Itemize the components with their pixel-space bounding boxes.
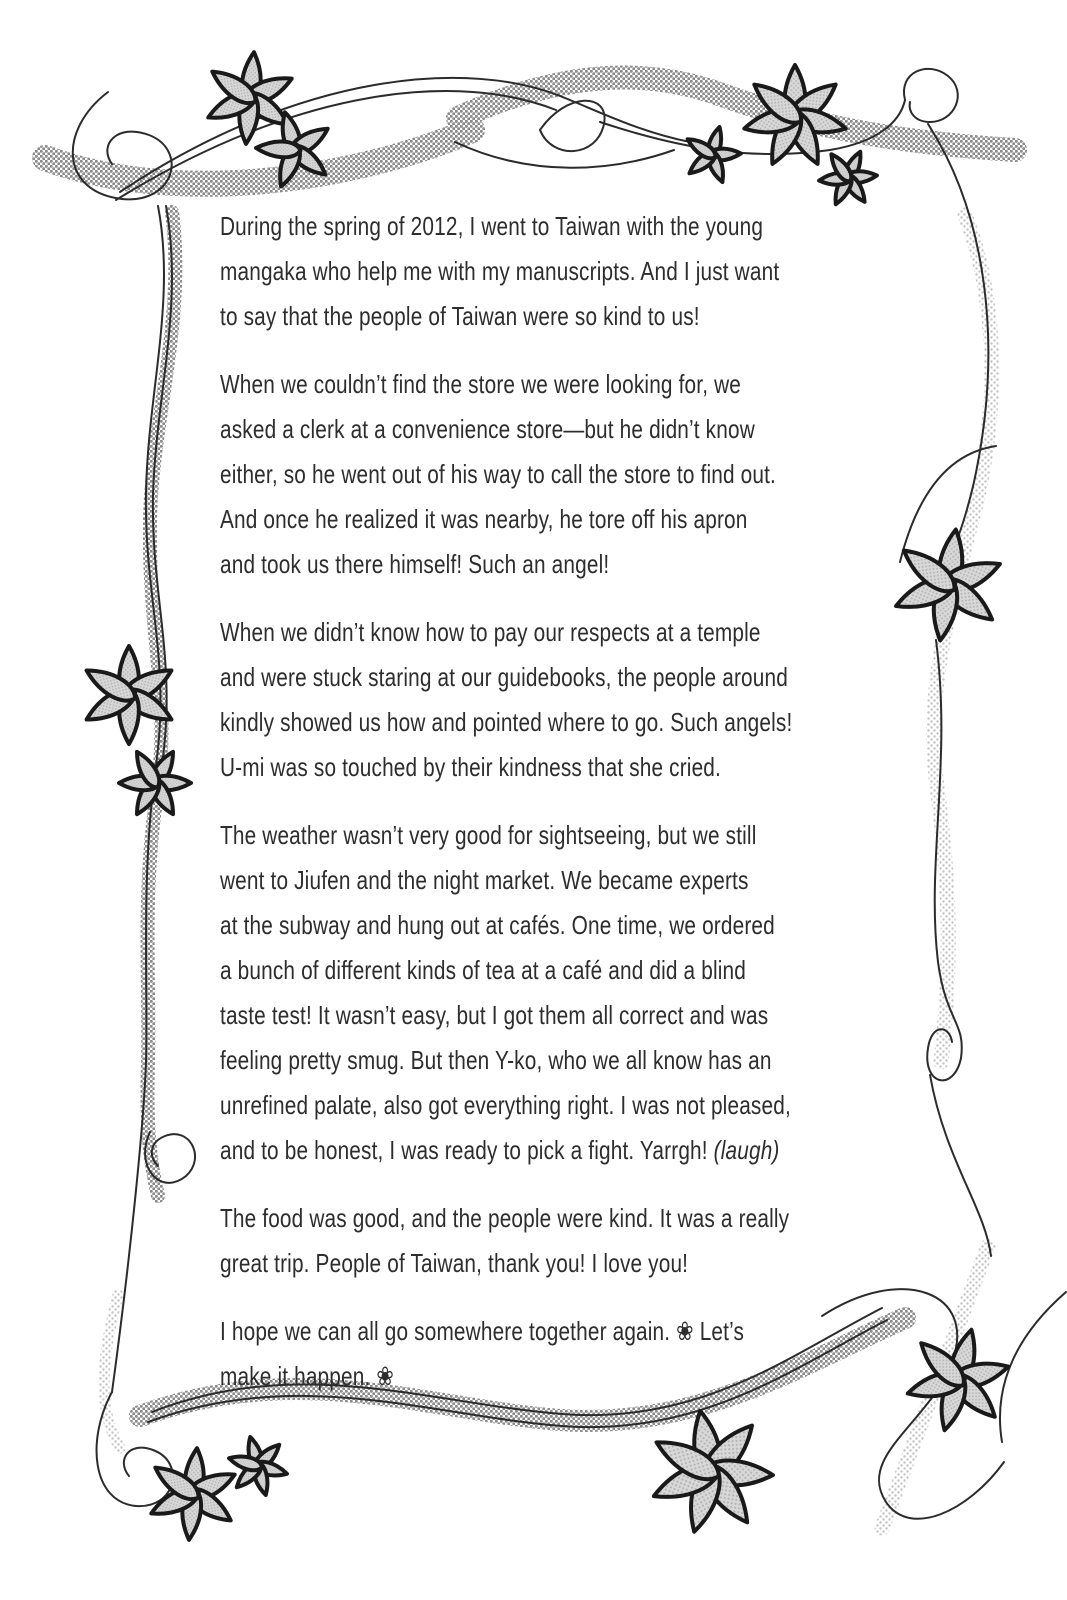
afterword-paragraph — [220, 610, 896, 790]
flower-petal — [819, 172, 853, 187]
flower-petal-texture — [286, 140, 331, 180]
text-line: When we didn’t know how to pay our respects at a temple — [220, 617, 761, 647]
flower-petal-texture — [948, 1356, 1011, 1392]
text-line: taste test! It wasn’t easy, but I got them all correct and was — [220, 1000, 769, 1030]
flower-petal-texture — [897, 542, 961, 599]
flower-petal — [251, 1460, 272, 1496]
flower-petal — [118, 662, 176, 707]
flower-petal-texture — [131, 748, 164, 791]
flower-petal-texture — [914, 1336, 971, 1393]
afterword-paragraph — [220, 1309, 896, 1399]
flower-petal-texture — [705, 149, 728, 184]
flower-petal — [286, 122, 332, 159]
flower-petal-texture — [782, 106, 827, 169]
flower-petal — [763, 106, 808, 169]
text-line: During the spring of 2012, I went to Taiwan with the young — [220, 211, 764, 241]
text-line: went to Jiufen and the night market. We became experts — [220, 865, 749, 895]
flower-petal-texture — [905, 1368, 968, 1404]
flower-petal-texture — [841, 171, 870, 205]
vine-line — [927, 640, 962, 1080]
flower-petal-texture — [119, 776, 160, 790]
flower-petal — [240, 70, 295, 109]
flower-petal — [240, 51, 263, 105]
text-line: and were stuck staring at our guidebooks, the people around — [220, 662, 788, 692]
flower-petal-texture — [183, 1447, 206, 1501]
text-line: asked a clerk at a convenience store—but he didn’t know — [220, 414, 755, 444]
flower-petal-texture — [696, 1417, 762, 1487]
flower-icon — [819, 149, 878, 206]
flower-icon — [649, 1409, 774, 1535]
flower-petal — [239, 87, 293, 132]
flower-petal — [843, 170, 877, 185]
text-line: unrefined palate, also got everything right. I was not pleased, — [220, 1090, 791, 1120]
flower-petal — [119, 688, 139, 744]
flower-petal-texture — [182, 1483, 236, 1528]
flower-petal-texture — [180, 1487, 203, 1541]
vine-line — [930, 1075, 991, 1256]
flower-petal — [180, 1487, 203, 1541]
text-line: When we couldn’t find the store we were looking for, we — [220, 369, 741, 399]
flower-petal — [696, 1458, 758, 1530]
vine-line — [116, 91, 556, 200]
flower-petal — [685, 134, 719, 162]
flower-petal-texture — [146, 775, 179, 818]
vine-line — [904, 69, 958, 122]
flower-petal-texture — [207, 64, 261, 109]
flower-petal — [935, 571, 999, 628]
flower-petal — [945, 1367, 1002, 1424]
vine-ribbon — [458, 78, 1015, 150]
flower-petal-texture — [748, 76, 808, 129]
flower-petal-texture — [936, 554, 1004, 599]
flower-petal-texture — [239, 87, 293, 132]
afterword-text — [220, 204, 896, 1422]
flower-petal — [682, 1460, 725, 1535]
flower-petal — [233, 1459, 266, 1492]
text-line: I hope we can all go somewhere together again. ❀ Let’s — [220, 1316, 745, 1346]
flower-petal-texture — [682, 1460, 725, 1535]
flower-petal — [150, 776, 191, 790]
flower-petal-texture — [785, 105, 848, 139]
text-line: And once he realized it was nearby, he tore off his apron — [220, 504, 748, 534]
vine-line — [540, 101, 605, 151]
afterword-paragraph — [220, 813, 896, 1173]
flower-petal-texture — [240, 70, 295, 109]
flower-petal-texture — [819, 172, 853, 187]
flower-petal-texture — [686, 148, 719, 178]
flower-petal-texture — [118, 683, 176, 728]
flower-petal-texture — [785, 65, 806, 124]
vine-ribbon — [882, 1246, 988, 1528]
flower-petal-texture — [708, 148, 742, 161]
flower-petal — [277, 110, 304, 157]
flower-petal-texture — [934, 1370, 970, 1433]
flower-petal — [929, 576, 960, 643]
text-line: and took us there himself! Such an angel! — [220, 549, 610, 579]
flower-petal-texture — [119, 688, 139, 744]
flower-petal — [252, 1459, 288, 1480]
vine-line — [120, 78, 690, 192]
text-line: feeling pretty smug. But then Y-ko, who we all know has an — [220, 1045, 772, 1075]
flower-petal — [237, 91, 260, 145]
flower-petal-texture — [131, 775, 164, 818]
flower-petal-texture — [841, 149, 866, 184]
text-line: great trip. People of Taiwan, thank you! I love you! — [220, 1248, 689, 1278]
flower-petal — [897, 542, 961, 599]
flower-petal-texture — [929, 576, 960, 643]
flower-petal — [785, 65, 806, 124]
flower-petal — [948, 1356, 1011, 1392]
flower-petal — [150, 1460, 204, 1505]
flower-petal — [183, 1466, 238, 1505]
vine-line — [455, 142, 674, 168]
flower-icon — [256, 110, 332, 189]
text-line: a bunch of different kinds of tea at a café and did a blind — [220, 955, 746, 985]
flower-petal — [286, 140, 331, 180]
flower-petal — [251, 1441, 284, 1474]
text-line: and to be honest, I was ready to pick a fight. Yarrgh! (laugh) — [220, 1135, 780, 1165]
flower-petal — [696, 1417, 762, 1487]
flower-petal — [82, 683, 140, 728]
flower-petal-texture — [118, 662, 176, 707]
flower-petal — [651, 1431, 725, 1487]
afterword-paragraph — [220, 1196, 896, 1286]
flower-petal-texture — [763, 106, 808, 169]
text-line: The weather wasn’t very good for sightseeing, but we still — [220, 820, 757, 850]
flower-petal — [274, 142, 305, 189]
flower-petal — [82, 662, 140, 707]
emphasized-text: (laugh) — [713, 1135, 780, 1165]
flower-petal — [256, 140, 301, 158]
flower-petal-texture — [685, 134, 719, 162]
flower-petal — [934, 1370, 970, 1433]
vine-line — [112, 1062, 146, 1392]
flower-petal — [183, 1447, 206, 1501]
text-line: kindly showed us how and pointed where to go. Such angels! — [220, 707, 793, 737]
vine-ribbon — [104, 1295, 120, 1448]
flower-petal — [131, 775, 164, 818]
flower-petal — [827, 151, 856, 185]
flower-petal-texture — [150, 776, 191, 790]
flower-icon — [905, 1327, 1011, 1433]
flower-petal-texture — [277, 110, 304, 157]
flower-petal-texture — [286, 122, 332, 159]
flower-petal — [841, 171, 870, 205]
flower-icon — [892, 528, 1004, 642]
vine-line — [928, 124, 988, 622]
flower-petal — [146, 775, 179, 818]
flower-petal — [742, 105, 805, 139]
flower-petal-texture — [82, 662, 140, 707]
text-line: U-mi was so touched by their kindness that she cried. — [220, 752, 721, 782]
flower-petal-texture — [147, 1483, 202, 1522]
vine-ribbon — [45, 130, 472, 184]
vine-ribbon — [147, 212, 175, 1196]
vine-line — [73, 92, 172, 199]
flower-petal — [131, 748, 164, 791]
flower-petal-texture — [240, 51, 263, 105]
flower-icon — [204, 51, 295, 144]
flower-petal-texture — [935, 571, 999, 628]
flower-petal — [830, 172, 855, 207]
text-line: either, so he went out of his way to call the store to find out. — [220, 459, 776, 489]
flower-petal-texture — [82, 683, 140, 728]
flower-petal — [892, 572, 960, 617]
vine-line — [153, 206, 172, 772]
flower-petal-texture — [843, 170, 877, 185]
flower-petal-texture — [702, 1459, 774, 1487]
text-line: at the subway and hung out at cafés. One time, we ordered — [220, 910, 775, 940]
flower-petal-texture — [227, 1452, 263, 1473]
flower-petal-texture — [237, 91, 260, 145]
flower-petal — [649, 1457, 724, 1508]
flower-petal — [118, 683, 176, 728]
flower-icon — [742, 65, 848, 168]
flower-petal-texture — [705, 125, 725, 160]
flower-icon — [119, 748, 191, 818]
vine-line — [145, 1132, 195, 1183]
flower-petal — [147, 1483, 202, 1522]
flower-petal-texture — [183, 1466, 238, 1505]
flower-petal — [782, 106, 827, 169]
flower-petal — [936, 528, 967, 595]
flower-petal-texture — [119, 646, 139, 702]
flower-petal — [946, 1327, 982, 1390]
flower-petal-texture — [892, 572, 960, 617]
vine-line — [900, 446, 996, 562]
flower-petal-texture — [936, 528, 967, 595]
flower-petal — [708, 148, 742, 161]
flower-petal-texture — [696, 1458, 758, 1530]
vine-line — [146, 206, 164, 1062]
vine-line — [97, 1392, 173, 1506]
flower-icon — [227, 1435, 288, 1496]
flower-icon — [685, 125, 742, 184]
flower-petal — [705, 125, 725, 160]
flower-petal-texture — [827, 151, 856, 185]
flower-petal — [227, 1452, 263, 1473]
flower-petal-texture — [251, 1441, 284, 1474]
flower-petal — [204, 87, 259, 126]
flower-petal-texture — [945, 1367, 1002, 1424]
flower-petal-texture — [256, 140, 301, 158]
text-line: to say that the people of Taiwan were so kind to us! — [220, 301, 700, 331]
flower-petal — [119, 646, 139, 702]
flower-petal — [936, 554, 1004, 599]
flower-petal-texture — [146, 748, 179, 791]
flower-petal — [783, 76, 843, 129]
text-line: mangaka who help me with my manuscripts. And I just want — [220, 256, 780, 286]
flower-petal-texture — [251, 1460, 272, 1496]
flower-petal — [702, 1459, 774, 1487]
flower-petal — [841, 149, 866, 184]
flower-petal-texture — [233, 1459, 266, 1492]
text-line: make it happen. ❀ — [220, 1361, 394, 1391]
flower-icon — [147, 1447, 238, 1540]
flower-petal-texture — [252, 1459, 288, 1480]
flower-petal-texture — [742, 105, 805, 139]
text-line: The food was good, and the people were kind. It was a really — [220, 1203, 790, 1233]
flower-icon — [82, 646, 177, 744]
flower-petal — [146, 748, 179, 791]
flower-petal — [905, 1368, 968, 1404]
afterword-paragraph — [220, 362, 896, 587]
flower-petal — [182, 1483, 236, 1528]
flower-petal-texture — [150, 1460, 204, 1505]
afterword-paragraph — [220, 204, 896, 339]
flower-petal — [207, 64, 261, 109]
flower-petal — [705, 149, 728, 184]
flower-petal-texture — [649, 1457, 724, 1508]
flower-petal — [748, 76, 808, 129]
vine-line — [1000, 1292, 1066, 1442]
vine-ribbon — [934, 215, 992, 1062]
flower-petal-texture — [783, 76, 843, 129]
flower-petal-texture — [274, 142, 305, 189]
flower-petal-texture — [204, 87, 259, 126]
flower-petal-texture — [830, 172, 855, 207]
flower-petal-texture — [244, 1435, 265, 1471]
flower-petal-texture — [946, 1327, 982, 1390]
flower-petal — [785, 105, 848, 139]
flower-petal — [119, 776, 160, 790]
flower-petal — [914, 1336, 971, 1393]
vine-line — [600, 100, 905, 154]
flower-petal — [686, 148, 719, 178]
flower-petal — [244, 1435, 265, 1471]
flower-petal-texture — [651, 1431, 725, 1487]
